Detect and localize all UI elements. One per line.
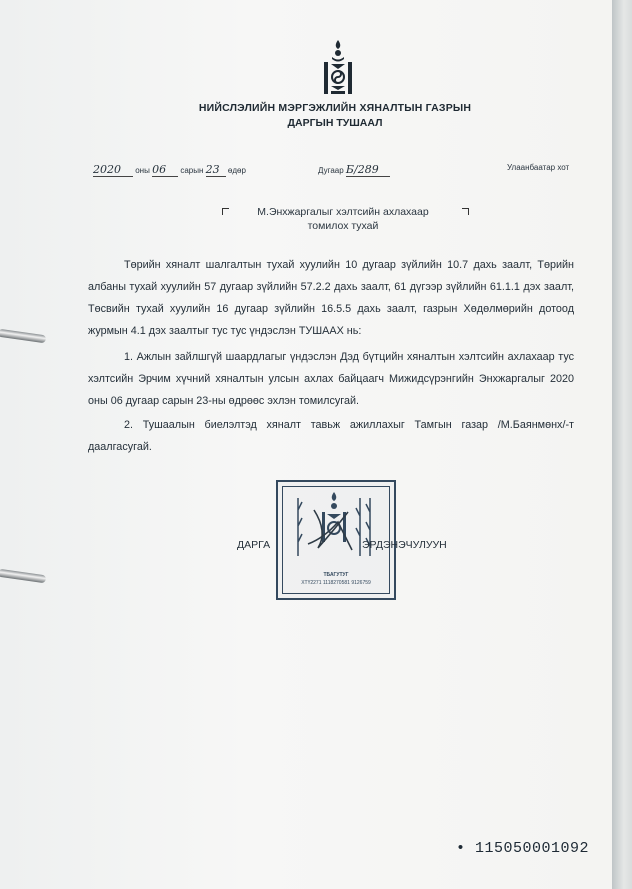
binder-ring-bottom xyxy=(4,570,34,582)
order-subject xyxy=(208,205,478,233)
page-stack-edge xyxy=(612,0,632,889)
order-date xyxy=(93,163,246,177)
signatory-name: ЭРДЭНЭЧУЛУУН xyxy=(362,539,447,551)
order-item-2: 2. Тушаалын биелэлтэд хяналт тавьж ажиллахыг Тамгын газар /М.Баянмөнх/-т даалгасугай. xyxy=(88,419,574,453)
binder-ring-top xyxy=(4,330,34,342)
date-day: 23 xyxy=(206,163,226,177)
order-item-1: 1. Ажлын зайлшгүй шаардлагыг үндэслэн Дэд бүтцийн хяналтын хэлтсийн ахлахаар тус хэлтсийн Эрчим хүчний хяналтын улсын ахлах байцаагч Мижидсүрэнгийн Энхжаргалыг 2020 оны 06 дугаар сарын 23-ны өдрөөс эхлэн томилсугай. xyxy=(88,351,574,407)
date-day-label: өдөр xyxy=(227,166,246,175)
seal-codes: ХТҮ2271 1118270581 9126759 xyxy=(301,580,371,586)
subject-line-2: томилох тухай xyxy=(307,220,379,232)
date-month-label: сарын xyxy=(180,166,204,175)
order-number xyxy=(318,163,390,177)
seal-label: ТБАГУТУГ xyxy=(323,572,349,578)
number-label: Дугаар xyxy=(318,166,344,175)
order-title: ДАРГЫН ТУШААЛ xyxy=(287,117,383,129)
signatory-title: ДАРГА xyxy=(237,539,271,551)
seal-emblem-icon xyxy=(278,482,394,572)
date-month: 06 xyxy=(152,163,178,177)
date-year: 2020 xyxy=(93,163,133,177)
order-body xyxy=(88,254,574,458)
city-name: Улаанбаатар хот xyxy=(507,163,570,172)
date-year-label: оны xyxy=(135,166,150,175)
serial-number: • 115050001092 xyxy=(456,840,590,857)
number-value: Б/289 xyxy=(346,163,390,177)
soyombo-emblem-icon xyxy=(322,38,354,96)
organization-title: НИЙСЛЭЛИЙН МЭРГЭЖЛИЙН ХЯНАЛТЫН ГАЗРЫН xyxy=(198,102,472,114)
intro-paragraph: Төрийн хяналт шалгалтын тухай хуулийн 10 дугаар зүйлийн 10.7 дахь заалт, Төрийн албаны тухай хуулийн 57 дугаар зүйлийн 57.2.2 дахь заалт, 61 дүгээр зүйлийн 61.1.1 дэх заалт, Төсвийн тухай хуулийн 16 дугаар зүйлийн 16.5.5 дахь заалт, газрын Хөдөлмөрийн дотоод журмын 4.1 дэх заалтыг тус тус үндэслэн ТУШААХ нь: xyxy=(88,259,574,337)
subject-line-1: М.Энхжаргалыг хэлтсийн ахлахаар xyxy=(257,206,429,218)
